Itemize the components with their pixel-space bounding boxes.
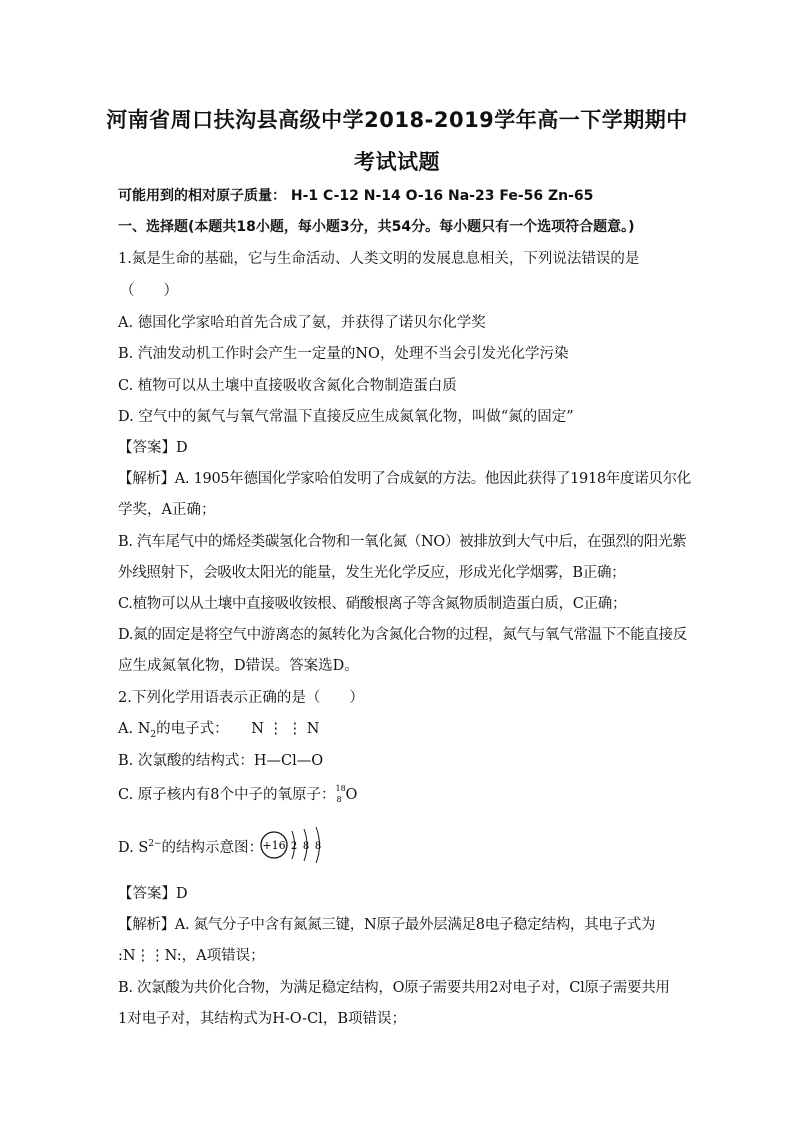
q1-explanation-2: 学奖，A正确； [118,502,216,518]
title-line-1: 河南省周口扶沟县高级中学2018-2019学年高一下学期期中 [106,108,688,132]
q1-answer: 【答案】D [118,440,188,456]
isotope-mass-number: 18 [335,784,346,793]
q1-explanation-3: B. 汽车尾气中的烯烃类碳氢化合物和一氧化氮（NO）被排放到大气中后，在强烈的阳光紫 [118,534,687,550]
q2-option-d [118,836,263,857]
q1-explanation-7: 应生成氮氧化物，D错误。答案选D。 [118,658,359,674]
q2-option-b [118,749,323,770]
q2-d-prefix: D. S [118,840,149,856]
q2-b-prefix: B. 次氯酸的结构式： [118,753,254,769]
isotope-notation [336,786,346,804]
electron-shell-1-count: 2 [290,841,298,852]
q2-b-formula: H—Cl—O [253,753,324,769]
q1-option-a: A. 德国化学家哈珀首先合成了氨，并获得了诺贝尔化学奖 [118,315,486,331]
q1-paren: （ ） [120,283,178,299]
q1-explanation-5: C.植物可以从土壤中直接吸收铵根、硝酸根离子等含氮物质制造蛋白质，C正确； [118,596,627,612]
q1-option-c: C. 植物可以从土壤中直接吸收含氮化合物制造蛋白质 [118,378,457,394]
q1-explanation-4: 外线照射下，会吸收太阳光的能量，发生光化学反应，形成光化学烟雾，B正确； [118,565,626,581]
q1-stem: 1.氮是生命的基础，它与生命活动、人类文明的发展息息相关，下列说法错误的是 [118,251,640,267]
title-line-2: 考试试题 [354,150,440,174]
q2-option-a [118,717,319,740]
q2-a-formula: N ⋮ ⋮ N [251,721,320,737]
q2-exp-text: ，A项错误； [181,948,265,964]
q2-explanation-2 [118,944,265,965]
isotope-atomic-number: 8 [336,795,342,804]
section-heading: 一、选择题(本题共18小题，每小题3分，共54分。每小题只有一个选项符合题意。) [118,219,635,235]
q1-explanation-1: 【解析】A. 1905年德国化学家哈伯发明了合成氨的方法。他因此获得了1918年度诺贝尔化 [118,471,691,487]
q2-explanation-4: 1对电子对，其结构式为H-O-Cl，B项错误； [118,1011,406,1027]
q2-option-c [118,783,357,804]
q2-c-prefix: C. 原子核内有8个中子的氧原子： [118,787,336,803]
q2-explanation-1: 【解析】A. 氮气分子中含有氮氮三键，N原子最外层满足8电子稳定结构，其电子式为 [118,917,656,933]
atomic-mass-line: 可能用到的相对原子质量： H-1 C-12 N-14 O-16 Na-23 Fe-56 Zn-65 [118,188,594,204]
q1-option-d: D. 空气中的氮气与氧气常温下直接反应生成氮氧化物，叫做“氮的固定” [118,409,574,425]
electron-shell-3-count: 8 [314,841,322,852]
q2-exp-formula: :N⋮⋮N: [118,948,182,964]
q2-stem: 2.下列化学用语表示正确的是（ ） [118,690,364,706]
electron-shell-2-count: 8 [302,841,310,852]
isotope-symbol: O [345,787,358,803]
q2-d-suffix: 的结构示意图： [161,840,264,856]
q2-a-prefix: A. N [118,721,151,737]
q2-a-suffix: 的电子式： [156,721,229,737]
sulfide-ion-structure-diagram [258,823,338,867]
nucleus-charge: +16 [262,839,286,852]
q2-answer: 【答案】D [118,886,188,902]
q1-explanation-6: D.氮的固定是将空气中游离态的氮转化为含氮化合物的过程，氮气与氧气常温下不能直接反 [118,627,687,643]
q2-explanation-3: B. 次氯酸为共价化合物，为满足稳定结构，O原子需要共用2对电子对，Cl原子需要共用 [118,980,670,996]
q2-d-superscript: 2− [148,839,162,850]
q2-a-subscript: 2 [150,729,157,740]
q1-option-b: B. 汽油发动机工作时会产生一定量的NO，处理不当会引发光化学污染 [118,346,569,362]
